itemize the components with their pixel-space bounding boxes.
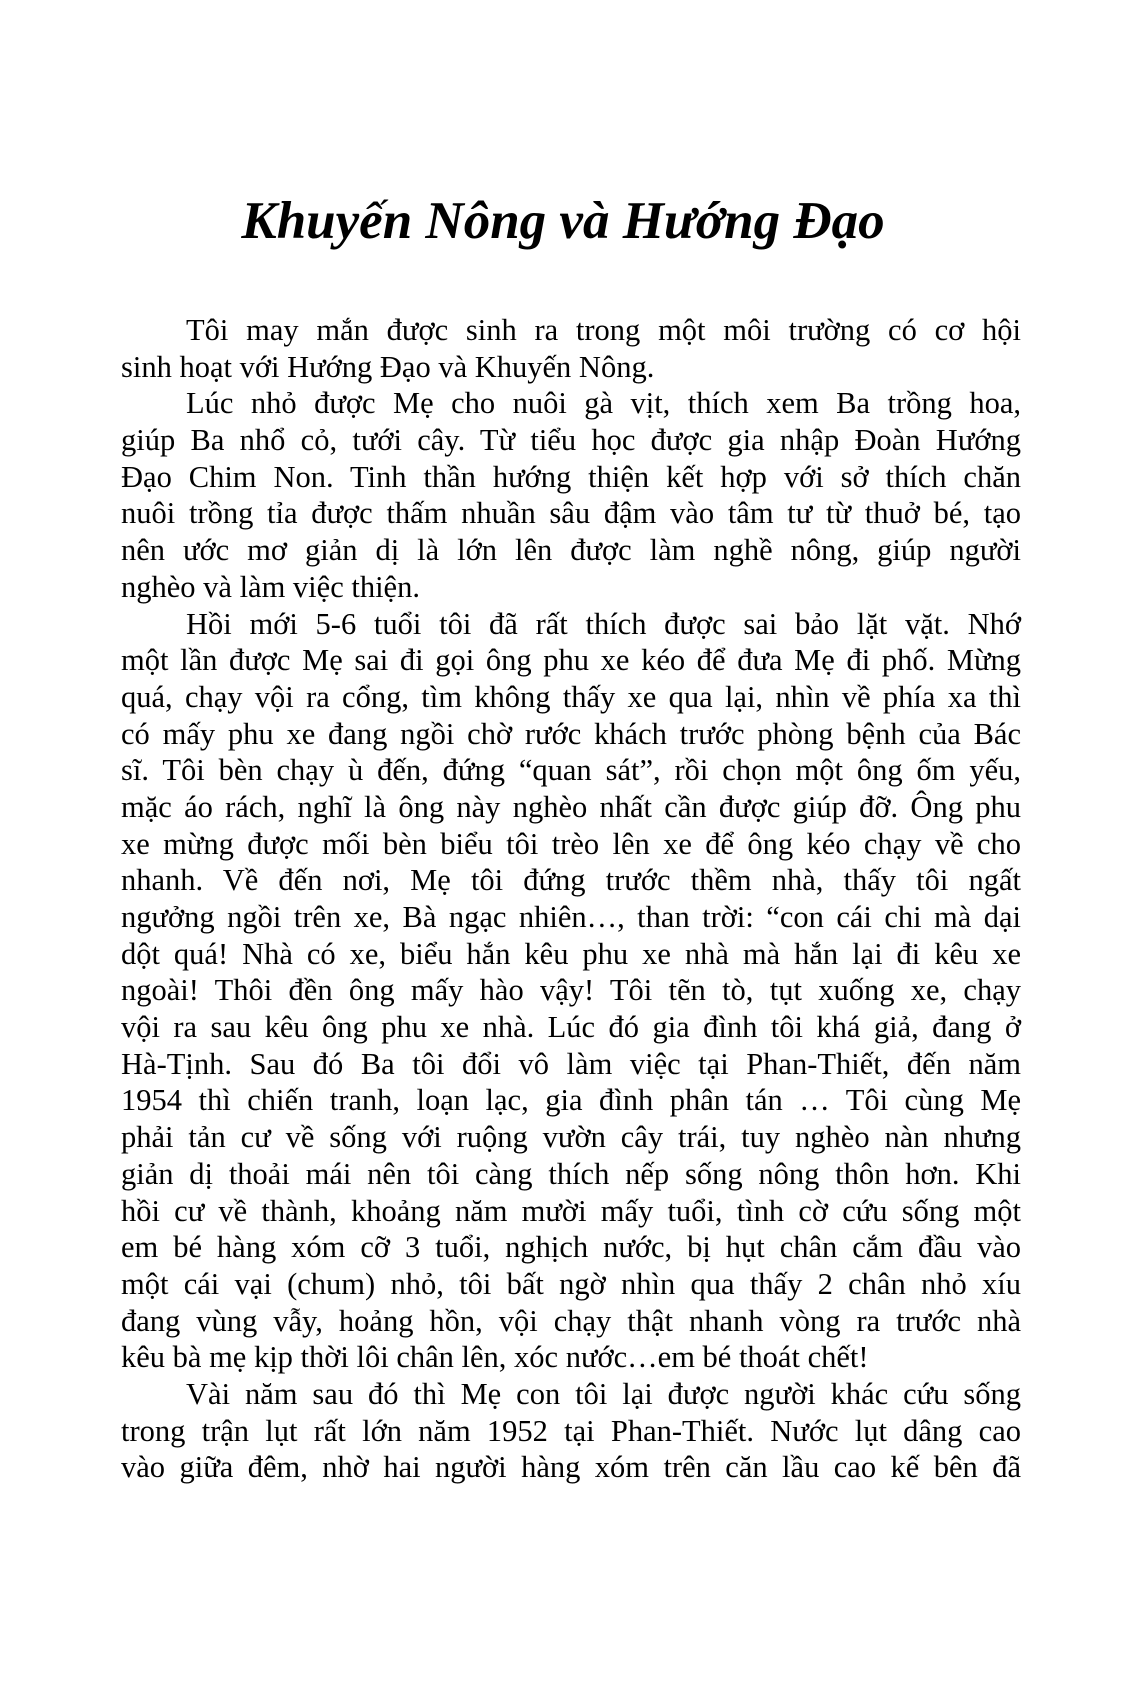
text-line: trong trận lụt rất lớn năm 1952 tại Phan-Thiết. Nước lụt dâng cao	[121, 1413, 1021, 1448]
text-line: có mấy phu xe đang ngồi chờ rước khách trước phòng bệnh của Bác	[121, 716, 1021, 751]
page-title: Khuyến Nông và Hướng Đạo	[241, 192, 885, 250]
text-line: phải tản cư về sống với ruộng vườn cây trái, tuy nghèo nàn nhưng	[121, 1120, 1021, 1155]
text-line: ngưởng ngồi trên xe, Bà ngạc nhiên…, than trời: “con cái chi mà dại	[121, 900, 1021, 934]
text-line: Hà-Tịnh. Sau đó Ba tôi đổi vô làm việc tại Phan-Thiết, đến năm	[121, 1046, 1021, 1081]
text-line: một lần được Mẹ sai đi gọi ông phu xe kéo để đưa Mẹ đi phố. Mừng	[121, 643, 1021, 678]
text-line: giản dị thoải mái nên tôi càng thích nếp sống nông thôn hơn. Khi	[121, 1156, 1021, 1191]
text-line: kêu bà mẹ kịp thời lôi chân lên, xóc nước…em bé thoát chết!	[121, 1340, 869, 1375]
text-line: Tôi may mắn được sinh ra trong một môi trường có cơ hội	[186, 313, 1021, 347]
text-line: nên ước mơ giản dị là lớn lên được làm nghề nông, giúp người	[121, 533, 1021, 568]
text-line: Hồi mới 5-6 tuổi tôi đã rất thích được sai bảo lặt vặt. Nhớ	[186, 606, 1021, 641]
text-line: Đạo Chim Non. Tinh thần hướng thiện kết hợp với sở thích chăn	[121, 459, 1021, 494]
text-line: Lúc nhỏ được Mẹ cho nuôi gà vịt, thích xem Ba trồng hoa,	[186, 386, 1021, 421]
text-line: sinh hoạt với Hướng Đạo và Khuyến Nông.	[121, 349, 655, 384]
text-line: mặc áo rách, nghĩ là ông này nghèo nhất cần được giúp đỡ. Ông phu	[121, 789, 1021, 824]
text-line: nuôi trồng tỉa được thấm nhuần sâu đậm vào tâm tư từ thuở bé, tạo	[121, 496, 1021, 531]
body-text	[121, 312, 1021, 1486]
text-line: dột quá! Nhà có xe, biểu hắn kêu phu xe nhà mà hắn lại đi kêu xe	[121, 936, 1021, 971]
text-line: nghèo và làm việc thiện.	[121, 569, 420, 604]
text-line: xe mừng được mối bèn biểu tôi trèo lên xe để ông kéo chạy về cho	[121, 826, 1021, 861]
text-line: hồi cư về thành, khoảng năm mười mấy tuổi, tình cờ cứu sống một	[121, 1193, 1021, 1228]
text-line: vội ra sau kêu ông phu xe nhà. Lúc đó gia đình tôi khá giả, đang ở	[121, 1010, 1021, 1045]
text-line: ngoài! Thôi đền ông mấy hào vậy! Tôi tẽn tò, tụt xuống xe, chạy	[121, 973, 1021, 1008]
text-line: nhanh. Về đến nơi, Mẹ tôi đứng trước thềm nhà, thấy tôi ngất	[121, 863, 1021, 898]
text-line: Vài năm sau đó thì Mẹ con tôi lại được người khác cứu sống	[186, 1376, 1021, 1411]
text-line: 1954 thì chiến tranh, loạn lạc, gia đình phân tán … Tôi cùng Mẹ	[121, 1083, 1021, 1118]
text-line: đang vùng vẫy, hoảng hồn, vội chạy thật nhanh vòng ra trước nhà	[121, 1303, 1021, 1338]
text-line: sĩ. Tôi bèn chạy ù đến, đứng “quan sát”, rồi chọn một ông ốm yếu,	[121, 753, 1021, 788]
text-line: vào giữa đêm, nhờ hai người hàng xóm trên căn lầu cao kế bên đã	[121, 1450, 1021, 1485]
text-line: giúp Ba nhổ cỏ, tưới cây. Từ tiểu học được gia nhập Đoàn Hướng	[121, 423, 1021, 458]
text-line: em bé hàng xóm cỡ 3 tuổi, nghịch nước, bị hụt chân cắm đầu vào	[121, 1230, 1021, 1265]
text-line: một cái vại (chum) nhỏ, tôi bất ngờ nhìn qua thấy 2 chân nhỏ xíu	[121, 1266, 1021, 1301]
text-line: quá, chạy vội ra cổng, tìm không thấy xe qua lại, nhìn về phía xa thì	[121, 679, 1021, 714]
